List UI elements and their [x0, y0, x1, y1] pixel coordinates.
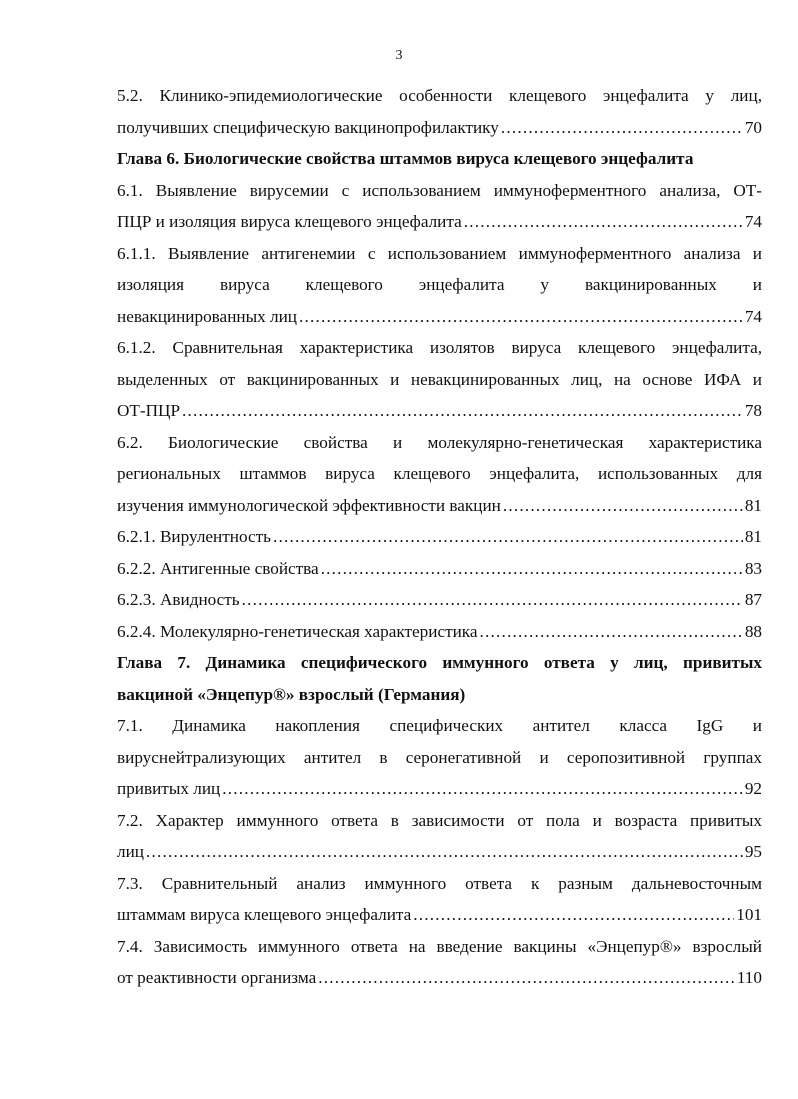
toc-entry-last-line [117, 616, 762, 648]
toc-entry-last-line [117, 490, 762, 522]
toc-chapter-title: Глава 6. Биологические свойства штаммов вируса клещевого энцефалита [117, 149, 694, 168]
toc-entry-last-line [117, 301, 762, 333]
toc-entry [117, 553, 762, 585]
toc-page-number: 81 [744, 527, 762, 546]
toc-entry [117, 238, 762, 333]
toc-entry [117, 931, 762, 994]
toc-entry-title: от реактивности организма [117, 968, 317, 987]
toc-entry [117, 80, 762, 143]
toc-entry [117, 332, 762, 427]
toc-dot-leader [299, 301, 743, 333]
toc-entry-line: 6.1.1. Выявление антигенемии с использованием иммуноферментного анализа и [117, 243, 762, 263]
toc-entry [117, 521, 762, 553]
toc-page-number: 88 [744, 621, 762, 641]
toc-dot-leader [222, 773, 743, 805]
toc-entry-last-line [117, 899, 762, 931]
toc-chapter-line: Глава 7. Динамика специфического иммунного ответа у лиц, привитых [117, 653, 762, 672]
toc-entry-last-line [117, 206, 762, 238]
table-of-contents [117, 80, 762, 994]
toc-entry-title: невакцинированных лиц [117, 306, 297, 326]
toc-entry-line: 6.1.2. Сравнительная характеристика изолятов вируса клещевого энцефалита, [117, 338, 762, 357]
toc-entry-line: выделенных от вакцинированных и невакцинированных лиц, на основе ИФА и [117, 369, 762, 389]
toc-entry-line: изоляция вируса клещевого энцефалита у вакцинированных и [117, 275, 762, 294]
toc-entry [117, 427, 762, 522]
toc-entry-line: 7.4. Зависимость иммунного ответа на введение вакцины «Энцепур®» взрослый [117, 936, 762, 956]
toc-entry-line: 7.1. Динамика накопления специфических антител класса IgG и [117, 716, 762, 735]
toc-entry-title: привитых лиц [117, 779, 221, 798]
toc-entry-title: 6.2.2. Антигенные свойства [117, 558, 319, 578]
toc-entry-title: лиц [117, 842, 144, 861]
toc-entry-last-line [117, 584, 762, 616]
toc-entry-line: 7.2. Характер иммунного ответа в зависимости от пола и возраста привитых [117, 810, 762, 830]
toc-page-number: 110 [736, 968, 762, 987]
toc-entry-line: региональных штаммов вируса клещевого энцефалита, использованных для [117, 464, 762, 483]
toc-entry-title: 6.2.3. Авидность [117, 590, 240, 609]
toc-entry-title: ПЦР и изоляция вируса клещевого энцефалита [117, 212, 462, 231]
toc-entry-title: 6.2.1. Вирулентность [117, 527, 271, 546]
toc-dot-leader [501, 112, 743, 144]
toc-page-number: 87 [744, 590, 762, 609]
toc-page-number: 81 [744, 495, 762, 515]
toc-entry-title: получивших специфическую вакцинопрофилактику [117, 117, 499, 137]
toc-entry-last-line [117, 962, 762, 994]
toc-entry-title: изучения иммунологической эффективности вакцин [117, 495, 501, 515]
toc-dot-leader [242, 584, 743, 616]
toc-entry-last-line [117, 112, 762, 144]
toc-page-number: 70 [744, 117, 762, 137]
toc-entry-line: 7.3. Сравнительный анализ иммунного ответа к разным дальневосточным [117, 873, 762, 893]
toc-entry-last-line [117, 521, 762, 553]
toc-entry [117, 616, 762, 648]
toc-entry [117, 868, 762, 931]
toc-page-number: 95 [744, 842, 762, 861]
toc-entry-last-line [117, 773, 762, 805]
toc-page-number: 83 [744, 558, 762, 578]
toc-page-number: 92 [744, 779, 762, 798]
toc-chapter-title: вакциной «Энцепур®» взрослый (Германия) [117, 684, 466, 704]
toc-dot-leader [273, 521, 743, 553]
toc-chapter-heading [117, 143, 762, 175]
toc-chapter-heading [117, 647, 762, 710]
page-number: 3 [395, 48, 403, 63]
toc-dot-leader [503, 490, 743, 522]
toc-dot-leader [182, 395, 743, 427]
toc-dot-leader [413, 899, 734, 931]
toc-entry [117, 710, 762, 805]
toc-dot-leader [480, 616, 743, 648]
toc-page-number: 78 [744, 401, 762, 420]
toc-entry [117, 584, 762, 616]
toc-entry-line: 5.2. Клинико-эпидемиологические особенности клещевого энцефалита у лиц, [117, 86, 762, 105]
toc-entry-line: 6.2. Биологические свойства и молекулярно-генетическая характеристика [117, 432, 762, 452]
toc-entry-title: 6.2.4. Молекулярно-генетическая характеристика [117, 621, 478, 641]
toc-page-number: 101 [736, 905, 762, 924]
toc-dot-leader [146, 836, 743, 868]
toc-entry-line: 6.1. Выявление вирусемии с использованием иммуноферментного анализа, ОТ- [117, 180, 762, 200]
toc-dot-leader [321, 553, 743, 585]
toc-entry-line: вируснейтрализующих антител в серонегативной и серопозитивной группах [117, 747, 762, 767]
toc-dot-leader [464, 206, 743, 238]
toc-entry-title: ОТ-ПЦР [117, 401, 181, 420]
toc-entry-last-line [117, 395, 762, 427]
toc-entry-last-line [117, 836, 762, 868]
toc-entry [117, 805, 762, 868]
toc-page-number: 74 [744, 306, 762, 326]
toc-dot-leader [318, 962, 735, 994]
toc-entry [117, 175, 762, 238]
toc-page-number: 74 [744, 212, 762, 231]
toc-entry-title: штаммам вируса клещевого энцефалита [117, 905, 412, 924]
toc-entry-last-line [117, 553, 762, 585]
